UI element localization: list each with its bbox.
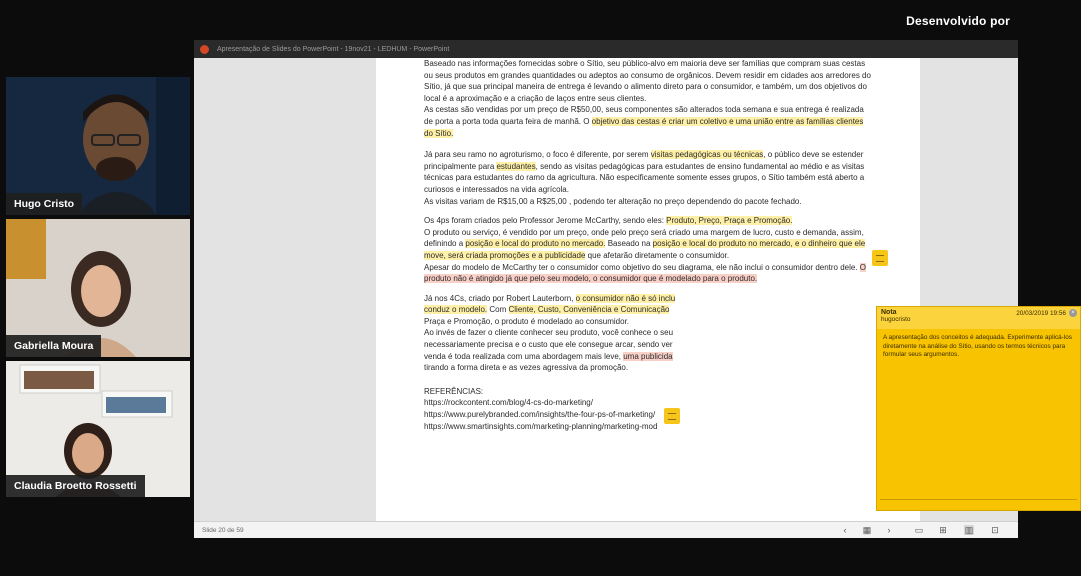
participant-name: Hugo Cristo bbox=[6, 193, 82, 215]
participant-tile-hugo bbox=[6, 77, 190, 215]
references bbox=[424, 386, 872, 432]
comment-icon[interactable] bbox=[664, 408, 680, 424]
sorter-view-icon[interactable]: ⊞ bbox=[939, 525, 947, 535]
paragraph: Os 4ps foram criados pelo Professor Jerome McCarthy, sendo eles: Produto, Preço, Praça e Promoção. O produto ou serviço, é vendido por um preço, onde pelo preço será criado uma margem de lucro, custo e demanda, assim, definindo a posição e local do produto no mercado. Baseado na posição e local do produto no mercado, e o dinheiro que ele move, será criada promoções e a publicidade que afetarão diretamente o consumidor. Apesar do modelo de McCarthy ter o consumidor como objetivo do seu diagrama, ele não inclui o consumidor dentro dele. O produto não é atingido já que pelo seu modelo, o consumidor que é modelado para o produto. bbox=[424, 216, 867, 284]
reference-link[interactable]: https://rockcontent.com/blog/4-cs-do-marketing/ bbox=[424, 398, 593, 408]
next-icon[interactable]: › bbox=[887, 525, 891, 535]
slide-canvas bbox=[194, 58, 1075, 522]
note-date: 20/03/2019 19:56 bbox=[1016, 310, 1066, 317]
comment-icon[interactable] bbox=[872, 250, 888, 266]
ppt-titlebar bbox=[194, 40, 1018, 58]
brand-label: Desenvolvido por bbox=[906, 14, 1010, 28]
participant-name: Claudia Broetto Rossetti bbox=[6, 475, 145, 497]
close-icon[interactable]: × bbox=[1069, 309, 1077, 317]
references-title: REFERÊNCIAS: bbox=[424, 386, 484, 396]
slides-grid-icon[interactable]: ▦ bbox=[862, 525, 872, 535]
note-author: hugocristo bbox=[881, 316, 911, 323]
window-title: Apresentação de Slides do PowerPoint - 19nov21 - LEDHUM - PowerPoint bbox=[217, 45, 450, 53]
paragraph: Já nos 4Cs, criado por Robert Lauterborn, o consumidor não é só inclu conduz o modelo. Com Cliente, Custo, Conveniência e Comunicação Praça e Promoção, o produto é modelado ao consumidor. Ao invés de fazer o cliente conhecer seu produto, você conhece o seu necessariamente precisa e o custo que ele consegue arcar, sendo ver venda é toda realizada com uma abordagem mais leve, uma publicida tirando a forma direta e as vezes agressiva da promoção. bbox=[424, 293, 676, 373]
participant-tile-gabriella bbox=[6, 219, 190, 357]
previous-icon[interactable]: ‹ bbox=[843, 525, 847, 535]
slide-counter: Slide 20 de 59 bbox=[202, 526, 244, 534]
note-header bbox=[877, 307, 1080, 329]
note-body: A apresentação dos conceitos é adequada. Experimente aplicá-los diretamente na análise do Sítio, usando os termos técnicos para formular seus argumentos. bbox=[883, 334, 1073, 359]
paragraph: Já para seu ramo no agroturismo, o foco é diferente, por serem visitas pedagógicas ou técnicas, o público deve se estender principalmente para estudantes, sendo as visitas pedagógicas para estudantes de ensino fundamental ao médio e as visitas técnicas para estudantes do ramo da agricultura. Não especificamente somente esses grupos, o Sítio também está aberto a curiosos e interessados na vida agrícola. As visitas variam de R$15,00 a R$25,00 , podendo ter alteração no preço dependendo do pacote fechado. bbox=[424, 150, 865, 206]
reading-view-icon[interactable]: ▥ bbox=[964, 525, 974, 535]
powerpoint-window bbox=[194, 40, 1075, 538]
participant-name: Gabriella Moura bbox=[6, 335, 101, 357]
document-page bbox=[376, 58, 1075, 522]
reference-link[interactable]: https://www.purelybranded.com/insights/the-four-ps-of-marketing/ bbox=[424, 410, 656, 420]
reference-link[interactable]: https://www.smartinsights.com/marketing-planning/marketing-mod bbox=[424, 421, 658, 431]
comment-note bbox=[876, 306, 1081, 511]
note-title: Nota bbox=[881, 309, 897, 316]
normal-view-icon[interactable]: ▭ bbox=[914, 525, 924, 535]
ppt-statusbar bbox=[194, 521, 1018, 538]
slideshow-icon[interactable]: ⊡ bbox=[991, 525, 999, 535]
note-divider bbox=[880, 499, 1077, 500]
paragraph: Baseado nas informações fornecidas sobre o Sítio, seu público-alvo em maioria deve ser famílias que compram suas cestas ou seus produtos em grandes quantidades ou adeptos ao consumo de orgânicos. Devem residir em cidades aos arredores do Sítio, já que sua principal maneira de entrega é levando o alimento direto para o consumidor, e também, um dos objetivos do local é a aproximação e a criação de laços entre seus clientes. As cestas são vendidas por um preço de R$50,00, seus componentes são alterados toda semana e sua entrega é realizada de porta a porta toda quarta feira de manhã. O objetivo das cestas é criar um coletivo e uma união entre as famílias clientes do Sítio. bbox=[424, 59, 871, 138]
participant-tile-claudia bbox=[6, 361, 190, 497]
powerpoint-icon bbox=[200, 45, 209, 54]
document-text bbox=[424, 58, 872, 432]
